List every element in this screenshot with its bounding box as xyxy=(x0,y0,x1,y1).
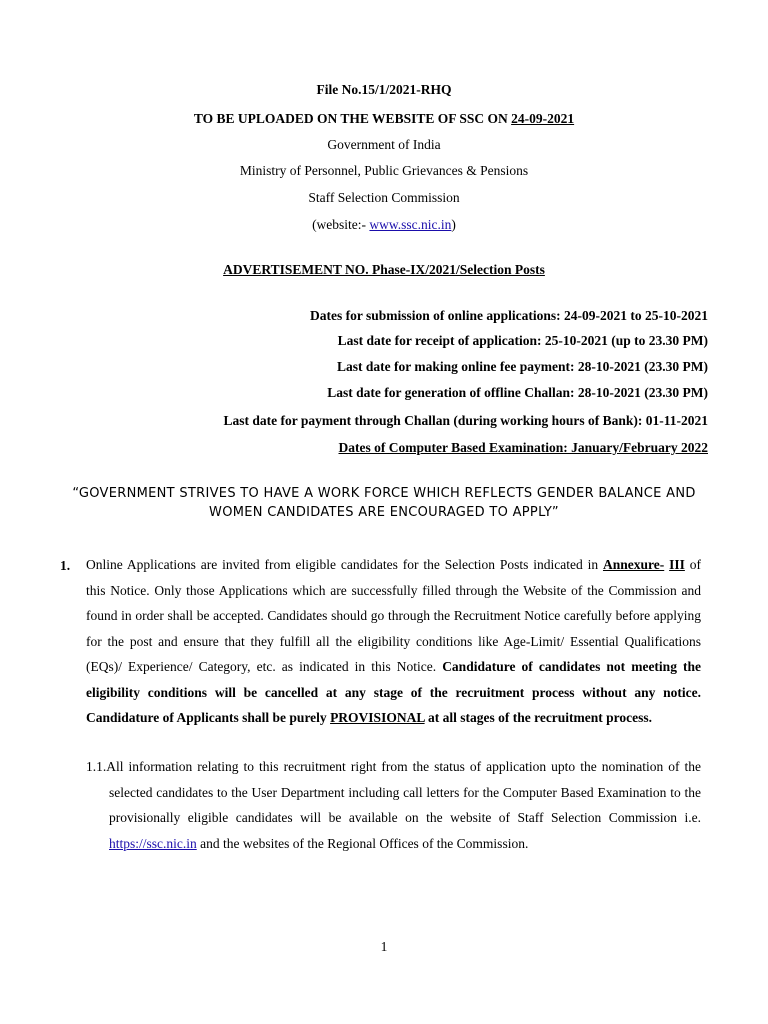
website-prefix: (website:- xyxy=(312,217,370,232)
para-1-number: 1. xyxy=(60,558,71,573)
date-line-challan-generation: Last date for generation of offline Challan: 28-10-2021 (23.30 PM) xyxy=(327,385,708,400)
slogan: “GOVERNMENT STRIVES TO HAVE A WORK FORCE WHICH REFLECTS GENDER BALANCE AND WOMEN CANDIDATES ARE ENCOURAGED TO APPLY” xyxy=(72,486,696,520)
para-1-1-text-a: All information relating to this recruitment right from the status of application upto the nomination of the selected candidates to the User Department including call letters for the Computer Based Examination to the provisionally eligible candidates will be available on the website of Staff Selection Commission i.e. xyxy=(106,759,701,825)
website-link[interactable]: www.ssc.nic.in xyxy=(369,217,452,232)
date-line-challan-payment: Last date for payment through Challan (during working hours of Bank): 01-11-2021 xyxy=(223,413,708,428)
provisional-word: PROVISIONAL xyxy=(330,710,425,725)
para-1-1 xyxy=(86,754,701,856)
page-number: 1 xyxy=(380,939,388,954)
date-line-fee-payment: Last date for making online fee payment: 28-10-2021 (23.30 PM) xyxy=(337,359,708,374)
ministry-line: Ministry of Personnel, Public Grievances & Pensions xyxy=(239,163,529,178)
para-1-text-b: of this Notice. Only those Applications which are successfully filled through the Website of the Commission and found in order shall be accepted. Candidates should go through the Recruitment Notice carefully before applying for the post and ensure that they fulfill all the eligibility conditions like Age-Limit/ Essential Qualifications (EQs)/ Experience/ Category, etc. as indicated in this Notice. xyxy=(86,557,701,674)
upload-date: 24-09-2021 xyxy=(511,111,575,126)
website-line xyxy=(0,216,768,234)
date-line-exam: Dates of Computer Based Examination: January/February 2022 xyxy=(338,440,708,455)
upload-notice xyxy=(0,110,768,128)
commission-line: Staff Selection Commission xyxy=(308,190,460,205)
annexure-label: Annexure- xyxy=(602,557,665,572)
date-line-receipt: Last date for receipt of application: 25-10-2021 (up to 23.30 PM) xyxy=(337,333,708,348)
website-suffix: ) xyxy=(451,217,456,232)
para-1-1-number: 1.1. xyxy=(86,759,107,774)
date-line-submission: Dates for submission of online applications: 24-09-2021 to 25-10-2021 xyxy=(309,308,708,323)
government-line: Government of India xyxy=(327,137,441,152)
file-number: File No.15/1/2021-RHQ xyxy=(316,82,452,97)
para-1-bold-a: Candidature of candidates not meeting the eligibility conditions will be cancelled at any stage of the recruitment process without any notice. Candidature of Applicants shall be purely xyxy=(86,659,701,725)
para-1-text-a: Online Applications are invited from eligible candidates for the Selection Posts indicated in xyxy=(86,557,603,572)
ssc-link[interactable]: https://ssc.nic.in xyxy=(109,835,197,851)
upload-notice-text: TO BE UPLOADED ON THE WEBSITE OF SSC ON xyxy=(193,111,512,126)
advertisement-number: ADVERTISEMENT NO. Phase-IX/2021/Selection Posts xyxy=(223,262,545,277)
para-1 xyxy=(86,552,701,731)
para-1-bold-b: at all stages of the recruitment process. xyxy=(424,710,653,725)
annexure-number: III xyxy=(669,557,685,572)
para-1-1-text-b: and the websites of the Regional Offices of the Commission. xyxy=(196,835,529,851)
